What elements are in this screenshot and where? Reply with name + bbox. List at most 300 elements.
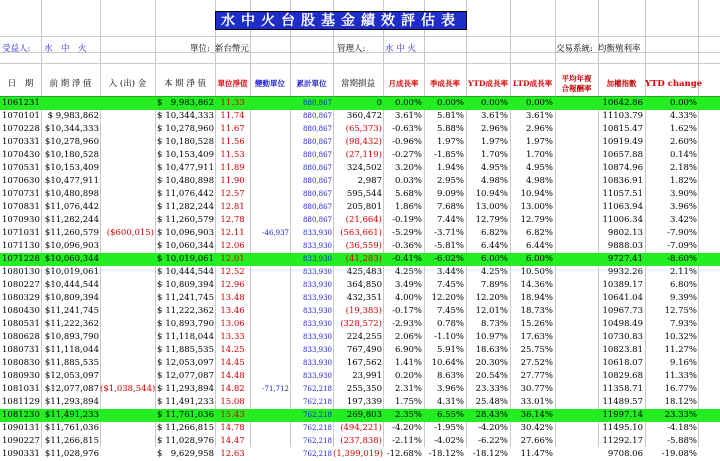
cell-monthly: 2.31% — [394, 384, 422, 394]
cell-flow — [100, 149, 154, 162]
cell-flow — [100, 240, 154, 253]
cell-ltd: 4.98% — [525, 176, 553, 186]
cell-date: 1070731 — [2, 189, 40, 199]
cell-flow: ($600,015) — [106, 228, 154, 238]
cell-total-units: 833,930 — [303, 242, 332, 250]
cell-prev-nav: $10,444,544 — [44, 280, 99, 290]
table-row — [0, 279, 720, 292]
cell-total-units: 833,930 — [303, 255, 332, 263]
header-total-units: 累計單位 — [296, 78, 327, 88]
cell-ytd-change: 9.39% — [669, 293, 697, 303]
cell-unit-nav: 13.06 — [220, 319, 245, 329]
cell-prev-nav: $10,893,790 — [44, 332, 99, 342]
cell-avg-annual — [555, 435, 596, 448]
cell-date: 1081230 — [2, 410, 40, 420]
cell-avg-annual — [555, 136, 596, 149]
cell-ltd: 0.00% — [525, 98, 553, 108]
cell-ytd-change: -19.08% — [661, 449, 697, 459]
cell-nav: $ 11,491,233 — [157, 397, 214, 407]
cell-ytd-change: 3.96% — [669, 202, 697, 212]
cell-ytd-change: 11.27% — [664, 345, 697, 355]
cell-ytd-change: 0.00% — [669, 98, 697, 108]
cell-unit-change — [250, 123, 289, 136]
cell-weighted-index: 10815.47 — [602, 124, 643, 134]
cell-date: 1080830 — [2, 358, 40, 368]
cell-period-pl: 0 — [376, 98, 382, 108]
cell-ytd: 2.96% — [480, 124, 508, 134]
cell-date: 1080531 — [2, 319, 40, 329]
cell-quarterly: 7.45% — [436, 306, 464, 316]
cell-ltd: 6.82% — [525, 228, 553, 238]
header-avg-annual: 平均年複 合報酬率 — [561, 73, 592, 93]
cell-total-units: 833,930 — [303, 333, 332, 341]
cell-prev-nav — [42, 97, 99, 110]
table-row — [0, 214, 720, 227]
cell-weighted-index: 10823.81 — [602, 345, 643, 355]
cell-monthly: 1.75% — [394, 397, 422, 407]
manager-value: 水 中 火 — [385, 44, 416, 54]
cell-period-pl: 197,339 — [346, 397, 382, 407]
cell-avg-annual — [555, 396, 596, 409]
cell-flow — [100, 331, 154, 344]
cell-avg-annual — [555, 370, 596, 383]
cell-quarterly: -1.95% — [434, 423, 464, 433]
cell-nav: $ 11,761,036 — [157, 410, 214, 420]
cell-unit-nav: 13.46 — [220, 306, 245, 316]
cell-unit-nav: 11.67 — [220, 124, 245, 134]
cell-quarterly: 2.95% — [436, 176, 464, 186]
table-row — [0, 266, 720, 279]
header-flow: 入 (出) 金 — [108, 78, 147, 89]
cell-avg-annual — [555, 201, 596, 214]
cell-quarterly: -5.81% — [434, 241, 464, 251]
cell-unit-change — [250, 201, 289, 214]
cell-date: 1090227 — [2, 436, 40, 446]
cell-total-units: 833,930 — [303, 268, 332, 276]
cell-prev-nav: $11,885,535 — [44, 358, 99, 368]
cell-prev-nav: $11,491,233 — [44, 410, 99, 420]
cell-ytd-change: 12.75% — [664, 306, 697, 316]
cell-weighted-index: 11292.17 — [602, 436, 643, 446]
cell-unit-nav: 14.45 — [220, 358, 245, 368]
cell-nav: $ 10,019,061 — [157, 254, 214, 264]
cell-total-units: 762,218 — [303, 450, 332, 458]
cell-quarterly: 7.44% — [436, 215, 464, 225]
cell-date: 1070430 — [2, 150, 40, 160]
cell-ytd: 20.54% — [475, 371, 508, 381]
cell-period-pl: 205,801 — [346, 202, 382, 212]
cell-nav: $ 10,893,790 — [157, 319, 214, 329]
cell-monthly: -0.63% — [392, 124, 422, 134]
cell-unit-change — [250, 292, 289, 305]
cell-quarterly: 12.20% — [431, 293, 464, 303]
cell-ytd: 3.61% — [480, 111, 508, 121]
cell-flow — [100, 292, 154, 305]
cell-monthly: -0.36% — [392, 241, 422, 251]
cell-nav: $ 11,885,535 — [157, 345, 214, 355]
cell-nav: $ 10,344,333 — [157, 111, 214, 121]
cell-quarterly: -1.10% — [434, 332, 464, 342]
table-row — [0, 305, 720, 318]
cell-ytd-change: 2.11% — [669, 267, 697, 277]
cell-period-pl: 224,255 — [346, 332, 382, 342]
cell-avg-annual — [555, 383, 596, 396]
cell-period-pl: 167,562 — [346, 358, 382, 368]
cell-period-pl: 23,991 — [352, 371, 382, 381]
cell-ytd-change: 4.33% — [669, 111, 697, 121]
cell-quarterly: 9.09% — [436, 189, 464, 199]
cell-unit-change — [250, 97, 289, 110]
cell-flow — [100, 370, 154, 383]
cell-unit-change — [250, 370, 289, 383]
system-value: 均衡殖利率 — [598, 44, 641, 54]
cell-weighted-index: 11057.51 — [602, 189, 643, 199]
cell-ltd: 3.61% — [525, 111, 553, 121]
cell-date: 1061231 — [2, 98, 40, 108]
cell-flow — [100, 435, 154, 448]
cell-unit-nav: 12.96 — [220, 280, 245, 290]
cell-total-units: 833,930 — [303, 307, 332, 315]
table-row — [0, 188, 720, 201]
cell-ltd: 27.77% — [520, 371, 553, 381]
cell-unit-nav: 15.08 — [220, 397, 245, 407]
cell-ytd: 4.25% — [480, 267, 508, 277]
cell-total-units: 880,867 — [303, 216, 332, 224]
cell-avg-annual — [555, 292, 596, 305]
cell-quarterly: -1.85% — [434, 150, 464, 160]
cell-total-units: 833,930 — [303, 320, 332, 328]
cell-monthly: 5.68% — [394, 189, 422, 199]
cell-monthly: 6.90% — [394, 345, 422, 355]
cell-quarterly: 7.45% — [436, 280, 464, 290]
cell-unit-nav: 13.33 — [220, 332, 245, 342]
cell-ltd: 14.36% — [520, 280, 553, 290]
cell-unit-nav: 14.47 — [220, 436, 245, 446]
table-row — [0, 110, 720, 123]
cell-quarterly: 3.96% — [436, 384, 464, 394]
cell-weighted-index: 9708.06 — [607, 449, 643, 459]
cell-monthly: 2.06% — [394, 332, 422, 342]
table-row — [0, 448, 720, 461]
cell-nav: $ 11,241,745 — [157, 293, 214, 303]
cell-ytd: 18.63% — [475, 345, 508, 355]
cell-monthly: -4.20% — [392, 423, 422, 433]
cell-prev-nav: $10,096,903 — [44, 241, 99, 251]
cell-ltd: 4.95% — [525, 163, 553, 173]
cell-avg-annual — [555, 97, 596, 110]
cell-monthly: 0.03% — [394, 176, 422, 186]
cell-flow — [100, 214, 154, 227]
cell-ytd-change: 23.33% — [664, 410, 697, 420]
cell-nav: $ 10,180,528 — [157, 137, 214, 147]
cell-ytd: 0.00% — [480, 98, 508, 108]
cell-ytd-change: 3.42% — [669, 215, 697, 225]
cell-ytd: 6.44% — [480, 241, 508, 251]
table-row — [0, 383, 720, 396]
header-ytd: YTD成長率 — [468, 78, 508, 88]
cell-avg-annual — [555, 110, 596, 123]
table-row — [0, 357, 720, 370]
cell-ltd: 1.97% — [525, 137, 553, 147]
header-prev-nav: 前 期 淨 值 — [49, 78, 92, 89]
cell-prev-nav: $11,241,745 — [44, 306, 99, 316]
cell-unit-nav: 12.78 — [220, 215, 245, 225]
header-period-pl: 當期損益 — [340, 78, 375, 89]
cell-prev-nav: $11,293,894 — [44, 397, 99, 407]
cell-nav: $ 9,629,958 — [157, 449, 214, 459]
cell-date: 1080731 — [2, 345, 40, 355]
cell-unit-change — [250, 409, 289, 422]
table-row — [0, 292, 720, 305]
cell-unit-change — [250, 318, 289, 331]
cell-ytd: -18.12% — [472, 449, 508, 459]
cell-ltd: 15.26% — [520, 319, 553, 329]
cell-ytd: 13.00% — [475, 202, 508, 212]
cell-ytd: 12.01% — [475, 306, 508, 316]
cell-unit-change — [250, 305, 289, 318]
cell-weighted-index: 10836.91 — [602, 176, 643, 186]
cell-total-units: 833,930 — [303, 294, 332, 302]
cell-weighted-index: 10389.17 — [602, 280, 643, 290]
cell-prev-nav: $10,477,911 — [44, 176, 99, 186]
header-weighted-index: 加權指數 — [606, 78, 637, 88]
cell-date: 1070531 — [2, 163, 40, 173]
table-row — [0, 253, 720, 266]
cell-ytd-change: 18.12% — [664, 397, 697, 407]
cell-avg-annual — [555, 188, 596, 201]
cell-unit-change — [250, 435, 289, 448]
cell-ytd-change: -7.09% — [667, 241, 697, 251]
cell-ltd: 1.70% — [525, 150, 553, 160]
cell-unit-nav: 12.06 — [220, 241, 245, 251]
cell-ytd: 7.89% — [480, 280, 508, 290]
cell-nav: $ 10,477,911 — [157, 163, 214, 173]
cell-ytd: 25.48% — [475, 397, 508, 407]
cell-ltd: 13.00% — [520, 202, 553, 212]
cell-nav: $ 11,076,442 — [157, 189, 214, 199]
cell-date: 1070101 — [2, 111, 40, 121]
cell-total-units: 880,867 — [303, 203, 332, 211]
cell-ytd: 8.73% — [480, 319, 508, 329]
cell-unit-nav: 12.01 — [220, 254, 245, 264]
table-row — [0, 240, 720, 253]
cell-date: 1071130 — [2, 241, 40, 251]
cell-monthly: 2.35% — [394, 410, 422, 420]
beneficiary-value: 水 中 火 — [44, 44, 87, 54]
cell-nav: $ 10,060,344 — [157, 241, 214, 251]
cell-ytd: 6.82% — [480, 228, 508, 238]
cell-unit-change — [250, 422, 289, 435]
cell-avg-annual — [555, 162, 596, 175]
table-row — [0, 344, 720, 357]
cell-ytd: 23.33% — [475, 384, 508, 394]
header-unit-change: 變動單位 — [255, 78, 285, 88]
cell-nav: $ 10,278,960 — [157, 124, 214, 134]
cell-period-pl: 425,483 — [346, 267, 382, 277]
cell-total-units: 833,930 — [303, 229, 332, 237]
cell-quarterly: 5.81% — [436, 111, 464, 121]
cell-total-units: 833,930 — [303, 346, 332, 354]
cell-ytd-change: 2.18% — [669, 163, 697, 173]
cell-weighted-index: 9888.03 — [607, 241, 643, 251]
table-row — [0, 331, 720, 344]
cell-flow — [100, 188, 154, 201]
cell-weighted-index: 9932.26 — [607, 267, 643, 277]
cell-period-pl: (19,383) — [345, 306, 382, 316]
cell-weighted-index: 10498.49 — [602, 319, 643, 329]
cell-ltd: 18.94% — [520, 293, 553, 303]
cell-period-pl: (36,559) — [345, 241, 382, 251]
cell-quarterly: -4.02% — [434, 436, 464, 446]
cell-unit-change — [250, 175, 289, 188]
cell-total-units: 880,867 — [303, 190, 332, 198]
cell-monthly: 0.20% — [394, 371, 422, 381]
cell-ytd: 1.70% — [480, 150, 508, 160]
cell-ytd-change: 2.60% — [669, 137, 697, 147]
page-title: 水中火台股基金績效評估表 — [215, 11, 467, 30]
cell-date: 1090331 — [2, 449, 40, 459]
header-quarterly: 季成長率 — [430, 78, 460, 88]
cell-monthly: -0.96% — [392, 137, 422, 147]
cell-ytd: 12.79% — [475, 215, 508, 225]
cell-ltd: 11.47% — [520, 449, 553, 459]
cell-ytd-change: -4.18% — [667, 423, 697, 433]
header-date: 日 期 — [7, 78, 34, 89]
cell-period-pl: 767,490 — [346, 345, 382, 355]
cell-date: 1090131 — [2, 423, 40, 433]
cell-weighted-index: 11495.10 — [602, 423, 643, 433]
cell-weighted-index: 11006.34 — [602, 215, 643, 225]
cell-flow: ($1,038,544) — [100, 384, 156, 394]
cell-unit-change — [250, 279, 289, 292]
cell-prev-nav: $10,278,960 — [44, 137, 99, 147]
table-row — [0, 97, 720, 110]
cell-unit-change — [250, 240, 289, 253]
cell-prev-nav: $11,266,815 — [44, 436, 99, 446]
cell-date: 1081031 — [2, 384, 40, 394]
cell-date: 1070831 — [2, 202, 40, 212]
header-nav: 本 期 淨 值 — [163, 78, 207, 89]
header-monthly: 月成長率 — [388, 78, 419, 88]
cell-quarterly: 10.64% — [431, 358, 464, 368]
cell-unit-change — [250, 136, 289, 149]
cell-ytd: 4.95% — [480, 163, 508, 173]
cell-date: 1080430 — [2, 306, 40, 316]
cell-flow — [100, 448, 154, 461]
cell-monthly: 3.61% — [394, 111, 422, 121]
cell-prev-nav: $11,761,036 — [44, 423, 99, 433]
cell-avg-annual — [555, 357, 596, 370]
cell-date: 1080628 — [2, 332, 40, 342]
table-row — [0, 175, 720, 188]
cell-nav: $ 10,153,409 — [157, 150, 214, 160]
cell-period-pl: (563,661) — [340, 228, 382, 238]
cell-unit-change — [250, 149, 289, 162]
cell-ltd: 17.63% — [520, 332, 553, 342]
cell-nav: $ 11,266,815 — [157, 423, 214, 433]
table-row — [0, 409, 720, 422]
cell-flow — [100, 110, 154, 123]
cell-unit-change — [250, 214, 289, 227]
cell-date: 1070930 — [2, 215, 40, 225]
cell-quarterly: 3.44% — [436, 267, 464, 277]
cell-flow — [100, 422, 154, 435]
cell-nav: $ 10,444,544 — [157, 267, 214, 277]
cell-monthly: -0.41% — [392, 254, 422, 264]
table-row — [0, 435, 720, 448]
cell-nav: $ 10,096,903 — [157, 228, 214, 238]
cell-ltd: 10.50% — [520, 267, 553, 277]
cell-date: 1070228 — [2, 124, 40, 134]
cell-avg-annual — [555, 279, 596, 292]
cell-monthly: -0.17% — [392, 306, 422, 316]
cell-prev-nav: $12,077,087 — [44, 384, 99, 394]
cell-quarterly: 0.00% — [436, 98, 464, 108]
cell-unit-nav: 11.53 — [220, 150, 245, 160]
table-row — [0, 162, 720, 175]
cell-unit-nav: 14.48 — [220, 371, 245, 381]
cell-weighted-index: 10967.73 — [602, 306, 643, 316]
unit-value: 新台幣元 — [215, 44, 250, 54]
table-row — [0, 318, 720, 331]
cell-ytd-change: 7.93% — [669, 319, 697, 329]
cell-weighted-index: 9802.13 — [607, 228, 643, 238]
cell-period-pl: 2,987 — [357, 176, 382, 186]
cell-unit-change — [250, 266, 289, 279]
cell-nav: $ 11,222,362 — [157, 306, 214, 316]
cell-weighted-index: 10730.83 — [602, 332, 643, 342]
cell-total-units: 762,218 — [303, 398, 332, 406]
cell-ytd: 1.97% — [480, 137, 508, 147]
cell-unit-change — [250, 188, 289, 201]
cell-avg-annual — [555, 344, 596, 357]
cell-flow — [100, 266, 154, 279]
cell-weighted-index: 11063.94 — [602, 202, 643, 212]
cell-date: 1070630 — [2, 176, 40, 186]
cell-quarterly: 1.97% — [436, 137, 464, 147]
cell-period-pl: 324,502 — [346, 163, 382, 173]
cell-weighted-index: 9727.41 — [607, 254, 643, 264]
cell-ytd: 20.30% — [475, 358, 508, 368]
cell-avg-annual — [555, 331, 596, 344]
cell-unit-nav: 13.48 — [220, 293, 245, 303]
cell-unit-change — [250, 448, 289, 461]
table-row — [0, 422, 720, 435]
cell-ytd-change: 1.82% — [669, 176, 697, 186]
cell-weighted-index: 10919.49 — [602, 137, 643, 147]
cell-period-pl: (1,399,019) — [333, 449, 383, 459]
cell-quarterly: 7.68% — [436, 202, 464, 212]
cell-quarterly: 5.91% — [436, 345, 464, 355]
cell-ltd: 27.66% — [520, 436, 553, 446]
cell-total-units: 880,867 — [303, 164, 332, 172]
table-row — [0, 370, 720, 383]
cell-ytd-change: -8.60% — [667, 254, 697, 264]
cell-flow — [100, 162, 154, 175]
cell-ltd: 2.96% — [525, 124, 553, 134]
cell-avg-annual — [555, 175, 596, 188]
cell-ytd: -6.22% — [478, 436, 508, 446]
cell-prev-nav: $10,019,061 — [44, 267, 99, 277]
table-row — [0, 227, 720, 240]
cell-unit-nav: 12.57 — [220, 189, 245, 199]
cell-nav: $ 11,028,976 — [157, 436, 214, 446]
cell-quarterly: 5.88% — [436, 124, 464, 134]
cell-prev-nav: $10,809,394 — [44, 293, 99, 303]
cell-ytd-change: 1.62% — [669, 124, 697, 134]
cell-weighted-index: 11997.14 — [602, 410, 643, 420]
cell-monthly: -2.11% — [392, 436, 422, 446]
